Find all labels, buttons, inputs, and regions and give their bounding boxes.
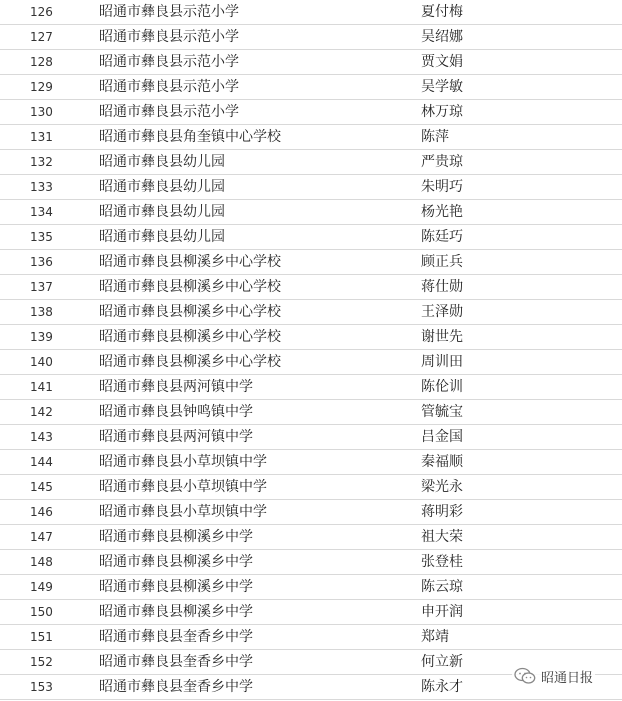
table-row bbox=[0, 525, 622, 550]
table-row bbox=[0, 225, 622, 250]
person-name: 申开润 bbox=[421, 604, 463, 620]
table-row bbox=[0, 575, 622, 600]
row-number: 129 bbox=[30, 80, 53, 94]
row-number: 142 bbox=[30, 405, 53, 419]
table-row bbox=[0, 0, 622, 25]
row-number: 136 bbox=[30, 255, 53, 269]
row-number: 153 bbox=[30, 680, 53, 694]
person-name: 梁光永 bbox=[421, 479, 463, 495]
person-name: 秦福顺 bbox=[421, 454, 463, 470]
table-row bbox=[0, 350, 622, 375]
person-name: 管毓宝 bbox=[421, 404, 463, 420]
school-name: 昭通市彝良县幼儿园 bbox=[99, 154, 225, 170]
row-number: 131 bbox=[30, 130, 53, 144]
school-name: 昭通市彝良县柳溪乡中学 bbox=[99, 554, 253, 570]
school-name: 昭通市彝良县柳溪乡中学 bbox=[99, 579, 253, 595]
school-name: 昭通市彝良县柳溪乡中心学校 bbox=[99, 304, 281, 320]
table-row bbox=[0, 600, 622, 625]
table-row bbox=[0, 450, 622, 475]
table-row bbox=[0, 325, 622, 350]
person-name: 陈伦训 bbox=[421, 379, 463, 395]
row-number: 151 bbox=[30, 630, 53, 644]
person-name: 贾文娟 bbox=[421, 54, 463, 70]
school-name: 昭通市彝良县示范小学 bbox=[99, 54, 239, 70]
school-name: 昭通市彝良县柳溪乡中心学校 bbox=[99, 354, 281, 370]
person-name: 陈廷巧 bbox=[421, 229, 463, 245]
school-name: 昭通市彝良县两河镇中学 bbox=[99, 429, 253, 445]
person-name: 陈云琼 bbox=[421, 579, 463, 595]
person-name: 吕金国 bbox=[421, 429, 463, 445]
row-number: 134 bbox=[30, 205, 53, 219]
person-name: 顾正兵 bbox=[421, 254, 463, 270]
person-name: 朱明巧 bbox=[421, 179, 463, 195]
row-number: 146 bbox=[30, 505, 53, 519]
row-number: 147 bbox=[30, 530, 53, 544]
person-name: 夏付梅 bbox=[421, 4, 463, 20]
school-name: 昭通市彝良县柳溪乡中学 bbox=[99, 604, 253, 620]
person-name: 张登桂 bbox=[421, 554, 463, 570]
person-name: 吴绍娜 bbox=[421, 29, 463, 45]
school-name: 昭通市彝良县示范小学 bbox=[99, 4, 239, 20]
person-name: 周训田 bbox=[421, 354, 463, 370]
school-name: 昭通市彝良县奎香乡中学 bbox=[99, 654, 253, 670]
person-name: 吴学敏 bbox=[421, 79, 463, 95]
table-row bbox=[0, 100, 622, 125]
row-number: 140 bbox=[30, 355, 53, 369]
school-name: 昭通市彝良县示范小学 bbox=[99, 104, 239, 120]
row-number: 141 bbox=[30, 380, 53, 394]
watermark-text: 昭通日报 bbox=[541, 670, 594, 686]
person-name: 蒋明彩 bbox=[421, 504, 463, 520]
row-number: 132 bbox=[30, 155, 53, 169]
row-number: 137 bbox=[30, 280, 53, 294]
row-number: 135 bbox=[30, 230, 53, 244]
school-name: 昭通市彝良县示范小学 bbox=[99, 29, 239, 45]
table-row bbox=[0, 275, 622, 300]
table-row bbox=[0, 375, 622, 400]
person-name: 严贵琼 bbox=[421, 154, 463, 170]
school-name: 昭通市彝良县小草坝镇中学 bbox=[99, 454, 267, 470]
person-name: 杨光艳 bbox=[421, 204, 463, 220]
school-name: 昭通市彝良县幼儿园 bbox=[99, 204, 225, 220]
table-row bbox=[0, 150, 622, 175]
school-name: 昭通市彝良县奎香乡中学 bbox=[99, 629, 253, 645]
wechat-icon bbox=[514, 667, 536, 685]
row-number: 144 bbox=[30, 455, 53, 469]
table-row bbox=[0, 475, 622, 500]
school-name: 昭通市彝良县小草坝镇中学 bbox=[99, 479, 267, 495]
school-name: 昭通市彝良县两河镇中学 bbox=[99, 379, 253, 395]
school-name: 昭通市彝良县角奎镇中心学校 bbox=[99, 129, 281, 145]
school-name: 昭通市彝良县柳溪乡中心学校 bbox=[99, 329, 281, 345]
row-number: 148 bbox=[30, 555, 53, 569]
person-name: 王泽勋 bbox=[421, 304, 463, 320]
table-row bbox=[0, 625, 622, 650]
row-number: 152 bbox=[30, 655, 53, 669]
row-number: 149 bbox=[30, 580, 53, 594]
table-row bbox=[0, 25, 622, 50]
row-number: 130 bbox=[30, 105, 53, 119]
person-name: 蒋仕勋 bbox=[421, 279, 463, 295]
person-name: 郑靖 bbox=[421, 629, 449, 645]
person-name: 祖大荣 bbox=[421, 529, 463, 545]
school-name: 昭通市彝良县钟鸣镇中学 bbox=[99, 404, 253, 420]
table-row bbox=[0, 175, 622, 200]
table-row bbox=[0, 50, 622, 75]
row-number: 133 bbox=[30, 180, 53, 194]
watermark bbox=[512, 665, 595, 687]
table-row bbox=[0, 250, 622, 275]
school-name: 昭通市彝良县柳溪乡中学 bbox=[99, 529, 253, 545]
school-name: 昭通市彝良县柳溪乡中心学校 bbox=[99, 254, 281, 270]
school-name: 昭通市彝良县幼儿园 bbox=[99, 179, 225, 195]
person-name: 陈永才 bbox=[421, 679, 463, 695]
row-number: 127 bbox=[30, 30, 53, 44]
person-name: 林万琼 bbox=[421, 104, 463, 120]
person-name: 谢世先 bbox=[421, 329, 463, 345]
school-name: 昭通市彝良县柳溪乡中心学校 bbox=[99, 279, 281, 295]
row-number: 138 bbox=[30, 305, 53, 319]
row-number: 139 bbox=[30, 330, 53, 344]
table-row bbox=[0, 500, 622, 525]
row-number: 143 bbox=[30, 430, 53, 444]
row-number: 150 bbox=[30, 605, 53, 619]
school-name: 昭通市彝良县小草坝镇中学 bbox=[99, 504, 267, 520]
table-row bbox=[0, 125, 622, 150]
row-number: 126 bbox=[30, 5, 53, 19]
table-row bbox=[0, 400, 622, 425]
school-name: 昭通市彝良县幼儿园 bbox=[99, 229, 225, 245]
school-name: 昭通市彝良县奎香乡中学 bbox=[99, 679, 253, 695]
table-row bbox=[0, 200, 622, 225]
person-name: 陈萍 bbox=[421, 129, 449, 145]
person-name: 何立新 bbox=[421, 654, 463, 670]
table-row bbox=[0, 75, 622, 100]
table-row bbox=[0, 550, 622, 575]
row-number: 128 bbox=[30, 55, 53, 69]
table-row bbox=[0, 300, 622, 325]
row-number: 145 bbox=[30, 480, 53, 494]
table-row bbox=[0, 425, 622, 450]
school-name: 昭通市彝良县示范小学 bbox=[99, 79, 239, 95]
